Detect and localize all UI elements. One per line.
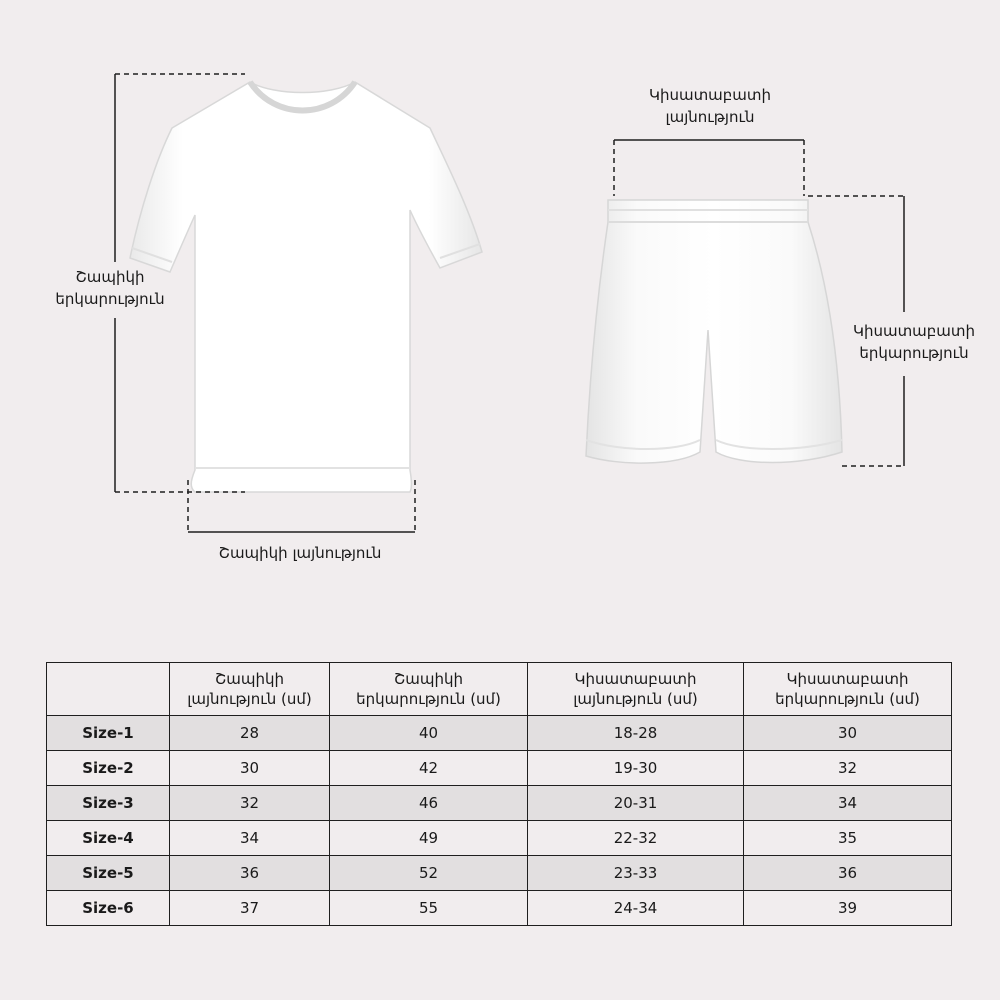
table-cell: 32	[744, 751, 952, 786]
size-name-cell: Size-2	[47, 751, 170, 786]
header-text: լայնություն (սմ)	[573, 690, 698, 708]
table-cell: 52	[330, 856, 528, 891]
header-shorts-width	[528, 663, 744, 716]
table-cell: 18-28	[528, 716, 744, 751]
header-shorts-length	[744, 663, 952, 716]
shorts-image	[586, 200, 842, 463]
table-cell: 19-30	[528, 751, 744, 786]
table-row	[47, 891, 952, 926]
shorts-length-label-line2: երկարություն	[859, 344, 969, 362]
header-shirt-length	[330, 663, 528, 716]
table-cell: 36	[170, 856, 330, 891]
shorts-width-indicator	[614, 140, 804, 196]
table-cell: 30	[744, 716, 952, 751]
size-name-cell: Size-4	[47, 821, 170, 856]
header-text: Շապիկի	[393, 670, 464, 688]
shorts-width-label	[600, 84, 820, 128]
table-header-row	[47, 663, 952, 716]
shirt-length-label-line2: երկարություն	[55, 290, 165, 308]
table-cell: 55	[330, 891, 528, 926]
table-cell: 20-31	[528, 786, 744, 821]
table-cell: 32	[170, 786, 330, 821]
header-empty-cell	[47, 663, 170, 716]
size-name-cell: Size-1	[47, 716, 170, 751]
table-cell: 49	[330, 821, 528, 856]
table-cell: 34	[170, 821, 330, 856]
table-cell: 46	[330, 786, 528, 821]
shirt-length-label	[10, 266, 210, 310]
header-shirt-width	[170, 663, 330, 716]
table-cell: 30	[170, 751, 330, 786]
table-cell: 40	[330, 716, 528, 751]
size-name-cell: Size-3	[47, 786, 170, 821]
size-name-cell: Size-5	[47, 856, 170, 891]
header-text: Կիսատաբատի	[574, 670, 697, 688]
shorts-width-label-line2: լայնություն	[665, 108, 755, 126]
shorts-length-label-line1: Կիսատաբատի	[852, 322, 976, 340]
table-cell: 23-33	[528, 856, 744, 891]
table-cell: 42	[330, 751, 528, 786]
shirt-width-label: Շապիկի լայնություն	[218, 544, 382, 562]
shorts-length-label	[834, 320, 994, 364]
table-cell: 39	[744, 891, 952, 926]
table-row	[47, 856, 952, 891]
table-cell: 22-32	[528, 821, 744, 856]
header-text: լայնություն (սմ)	[187, 690, 312, 708]
table-cell: 34	[744, 786, 952, 821]
shorts-width-label-line1: Կիսատաբատի	[648, 86, 772, 104]
table-cell: 28	[170, 716, 330, 751]
header-text: երկարություն (սմ)	[356, 690, 501, 708]
header-text: երկարություն (սմ)	[775, 690, 920, 708]
table-cell: 24-34	[528, 891, 744, 926]
table-row	[47, 716, 952, 751]
header-text: Կիսատաբատի	[786, 670, 909, 688]
table-row	[47, 821, 952, 856]
table-cell: 37	[170, 891, 330, 926]
shirt-length-label-line1: Շապիկի	[75, 268, 145, 286]
size-chart-table	[46, 662, 952, 926]
table-cell: 35	[744, 821, 952, 856]
header-text: Շապիկի	[214, 670, 285, 688]
size-name-cell: Size-6	[47, 891, 170, 926]
table-row	[47, 786, 952, 821]
table-row	[47, 751, 952, 786]
table-cell: 36	[744, 856, 952, 891]
